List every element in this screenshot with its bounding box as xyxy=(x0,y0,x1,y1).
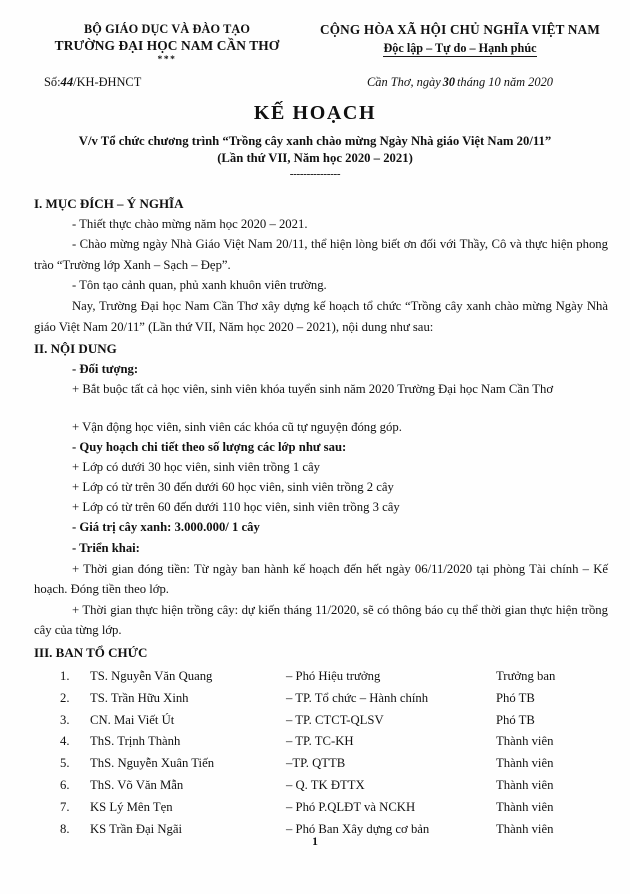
member-role: Thành viên xyxy=(496,756,554,771)
document-number-suffix: /KH-ĐHNCT xyxy=(73,74,142,89)
date-day-value: 30 xyxy=(442,75,455,90)
member-position: – Phó Ban Xây dựng cơ bản xyxy=(286,821,430,836)
member-index: 7. xyxy=(60,799,70,814)
document-number-label: Số: xyxy=(44,74,61,89)
member-index: 6. xyxy=(60,777,70,792)
member-name: ThS. Trịnh Thành xyxy=(90,734,181,749)
document-number-line xyxy=(26,75,308,90)
subsection-target-label: - Đối tượng: xyxy=(72,361,139,376)
table-row xyxy=(34,665,608,687)
member-name: ThS. Võ Văn Mẫn xyxy=(90,777,184,792)
member-name: KS Trần Đại Ngãi xyxy=(90,821,182,836)
page-title: KẾ HOẠCH xyxy=(253,102,377,125)
table-row xyxy=(34,796,608,818)
letterhead xyxy=(0,0,630,90)
star-separator: *** xyxy=(157,55,177,66)
member-position: – Q. TK ĐTTX xyxy=(286,777,365,792)
title-block xyxy=(0,102,630,180)
national-motto: Độc lập – Tự do – Hạnh phúc xyxy=(383,41,536,58)
table-row xyxy=(34,709,608,731)
table-row xyxy=(34,774,608,796)
member-name: TS. Trần Hữu Xinh xyxy=(90,690,189,705)
letterhead-left-column xyxy=(18,22,308,90)
paragraph-spacer xyxy=(34,400,608,417)
member-position: – TP. CTCT-QLSV xyxy=(286,712,384,727)
target-item: + Vận động học viên, sinh viên các khóa cũ tự nguyện đóng góp. xyxy=(72,419,402,434)
table-row xyxy=(34,731,608,753)
member-position: – Phó P.QLĐT và NCKH xyxy=(286,799,416,814)
place-date-line xyxy=(308,75,612,90)
purpose-item: - Chào mừng ngày Nhà Giáo Việt Nam 20/11, thể hiện lòng biết ơn đối với Thầy, Cô và thực hiện phong trào “Trường lớp Xanh – Sạch – Đẹp”. xyxy=(34,237,608,272)
document-subject: V/v Tổ chức chương trình “Trồng cây xanh chào mừng Ngày Nhà giáo Việt Nam 20/11” xyxy=(78,133,552,148)
document-subject-secondary: (Lần thứ VII, Năm học 2020 – 2021) xyxy=(217,151,413,166)
plan-item: + Lớp có từ trên 60 đến dưới 110 học viên, sinh viên trồng 3 cây xyxy=(72,499,400,514)
document-body xyxy=(0,194,630,840)
member-role: Phó TB xyxy=(496,690,535,705)
member-role: Phó TB xyxy=(496,712,535,727)
member-position: – Phó Hiệu trưởng xyxy=(286,668,381,683)
member-name: TS. Nguyễn Văn Quang xyxy=(90,668,213,683)
member-name: ThS. Nguyễn Xuân Tiến xyxy=(90,756,215,771)
member-index: 1. xyxy=(60,668,70,683)
committee-roster-body xyxy=(34,665,608,839)
plan-item: + Lớp có từ trên 30 đến dưới 60 học viên, sinh viên trồng 2 cây xyxy=(72,479,394,494)
member-position: – TP. Tổ chức – Hành chính xyxy=(286,690,429,705)
section-heading-committee: III. BAN TỔ CHỨC xyxy=(34,644,148,660)
date-prefix: Cần Thơ, ngày xyxy=(367,75,441,90)
subsection-tree-value: - Giá trị cây xanh: 3.000.000/ 1 cây xyxy=(72,520,260,535)
member-role: Thành viên xyxy=(496,799,554,814)
member-index: 8. xyxy=(60,821,70,836)
member-role: Trưởng ban xyxy=(496,668,556,683)
university-name: TRƯỜNG ĐẠI HỌC NAM CẦN THƠ xyxy=(54,37,280,53)
subsection-implementation-label: - Triển khai: xyxy=(72,541,140,556)
date-month-year: tháng 10 năm 2020 xyxy=(456,75,553,90)
member-index: 3. xyxy=(60,712,70,727)
ministry-name: BỘ GIÁO DỤC VÀ ĐÀO TẠO xyxy=(83,22,251,36)
national-title: CỘNG HÒA XÃ HỘI CHỦ NGHĨA VIỆT NAM xyxy=(320,22,600,37)
table-row xyxy=(34,687,608,709)
implementation-item: + Thời gian thực hiện trồng cây: dự kiến tháng 11/2020, sẽ có thông báo cụ thể thời gian thực hiện trồng cây của từng lớp. xyxy=(34,602,608,638)
member-index: 2. xyxy=(60,690,70,705)
member-name: KS Lý Mên Tẹn xyxy=(90,799,173,814)
member-role: Thành viên xyxy=(496,734,554,749)
member-position: – TP. TC-KH xyxy=(286,734,354,749)
page-number: 1 xyxy=(312,835,318,848)
target-item: + Bắt buộc tất cả học viên, sinh viên khóa tuyển sinh năm 2020 Trường Đại học Nam Cần Thơ xyxy=(72,382,554,397)
purpose-item: - Tôn tạo cảnh quan, phủ xanh khuôn viên trường. xyxy=(72,278,327,293)
implementation-item: + Thời gian đóng tiền: Từ ngày ban hành kế hoạch đến hết ngày 06/11/2020 tại phòng Tài chính – Kế hoạch. Đóng tiền theo lớp. xyxy=(34,561,608,597)
letterhead-right-column xyxy=(308,22,612,90)
member-role: Thành viên xyxy=(496,777,554,792)
member-index: 5. xyxy=(60,756,70,771)
purpose-item: - Thiết thực chào mừng năm học 2020 – 2021. xyxy=(72,216,308,231)
member-name: CN. Mai Viết Út xyxy=(90,712,175,727)
member-index: 4. xyxy=(60,734,70,749)
member-position: –TP. QTTB xyxy=(286,756,346,771)
document-number-value: 44 xyxy=(60,74,74,89)
member-role: Thành viên xyxy=(496,821,554,836)
subsection-plan-label: - Quy hoạch chi tiết theo số lượng các lớp như sau: xyxy=(72,440,347,455)
section-heading-content: II. NỘI DUNG xyxy=(34,341,117,357)
plan-item: + Lớp có dưới 30 học viên, sinh viên trồng 1 cây xyxy=(72,460,321,475)
purpose-closing-paragraph: Nay, Trường Đại học Nam Cần Thơ xây dựng kế hoạch tổ chức “Trồng cây xanh chào mừng Ngày Nhà giáo Việt Nam 20/11” (Lần thứ VII, Năm học 2020 – 2021), nội dung như sau: xyxy=(34,299,608,334)
committee-roster-table xyxy=(34,665,608,839)
title-divider: --------------- xyxy=(289,168,341,181)
section-heading-purpose: I. MỤC ĐÍCH – Ý NGHĨA xyxy=(34,196,184,212)
table-row xyxy=(34,753,608,775)
